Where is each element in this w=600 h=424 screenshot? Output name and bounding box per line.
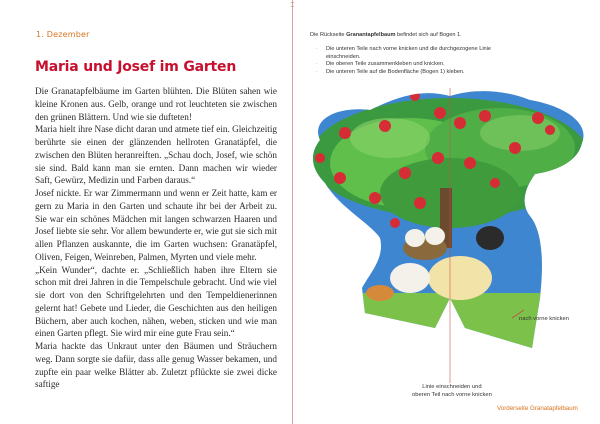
step-item: · Die unteren Teile nach vorne knicken und die durchgezogene Linie einschneiden. [316,46,516,61]
paragraph: Die Granatapfelbäume im Garten blühten. Die Blüten sahen wie kleine Kronen aus. Gelb, orange und rot leuchteten sie zwischen den grünen Blättern. Und wie sie dufteten! [35,86,277,122]
step-item: · Die oberen Teile zusammenkleben und knicken. [316,61,516,69]
pomegranate-tree-cutout-illustration [300,88,600,388]
paragraph: Maria hackte das Unkraut unter den Bäumen und Sträuchern weg. Dann sorgte sie dafür, dass alle genug Wasser bekamen, und zupfte ein paar welke Blätter ab. Zuletzt pflückte sie zwei dicke saftige [35,341,277,390]
step-item: · Die unteren Teile auf die Bodenfläche (Bogen 1) kleben. [316,69,516,77]
instruction-steps [316,46,516,76]
cut-instruction-label: Linie einschneiden und oberen Teil nach vorne knicken [412,384,492,398]
story-body [35,85,277,391]
story-title: Maria und Josef im Garten [35,59,237,75]
paragraph: Maria hielt ihre Nase dicht daran und atmete tief ein. Gleichzeitig berührte sie einen der glänzenden hellroten Granatäpfel, die zwischen den Blüten heranreiften. „Schau doch, Josef, wie schön sie sind. Bald kann man sie ernten. Dann machen wir wieder Saft, Gewürz, Medizin und Farben daraus.“ [35,124,277,186]
note-bold-term: Granantapfelbaum [346,32,396,38]
paragraph: „Kein Wunder“, dachte er. „Schließlich haben ihre Eltern sie schon mit drei Jahren in die Tempelschule gebracht. Und wie viel sie dort von den Schriftgelehrten und den Tempeldienerinnen gelernt hat! Gebete und Lieder, die Geschichten aus den heiligen Büchern, aber auch kochen, nähen, weben, sticken und wie man einen Garten pflegt. Sie wird mir eine gute Frau sein.“ [35,264,277,339]
left-page [0,0,292,424]
crop-mark-icon: ⌶ [290,1,295,9]
paragraph: Josef nickte. Er war Zimmermann und wenn er Zeit hatte, kam er gern zu Maria in den Garten und schaute ihr bei der Arbeit zu. Sie war ein schönes Mädchen mit langen schwarzen Haaren und Josef liebte sie sehr. Vor allem bewunderte er, wie gut sie sich mit allen Pflanzen auskannte, die im Garten wuchsen: Granatäpfel, Oliven, Feigen, Weinreben, Palmen, Myrten und viele mehr. [35,188,277,262]
fold-instruction-label: nach vorne knicken [519,316,569,322]
page-footer-label: Vorderseite Granatapfelbaum [497,405,578,412]
instruction-note: Die Rückseite Granantapfelbaum befindet sich auf Bogen 1. [310,32,462,38]
chapter-date: 1. Dezember [36,30,90,39]
